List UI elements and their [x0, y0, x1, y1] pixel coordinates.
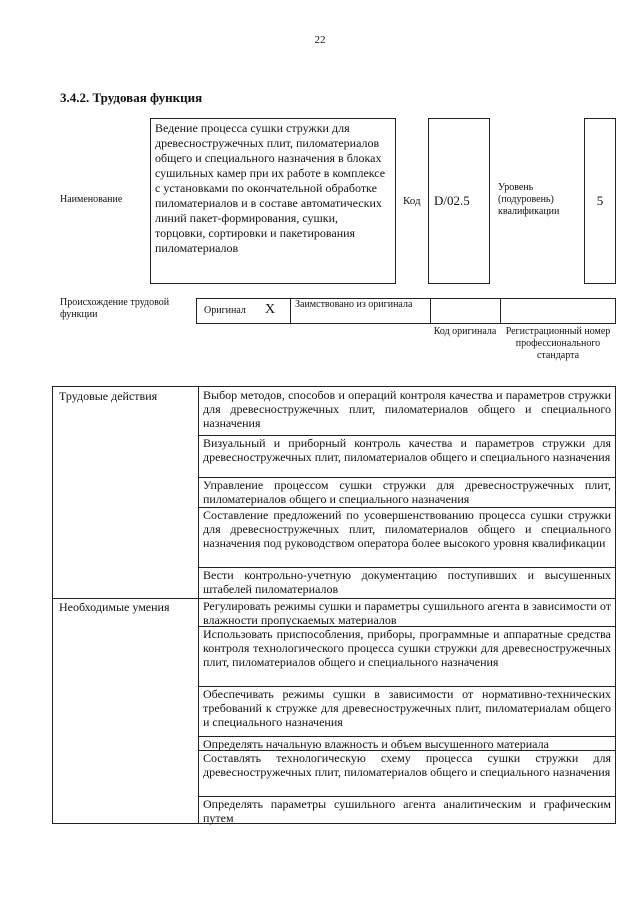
skill-item: Составлять технологическую схему процесса сушки стружки для древесностружечных плит, пиломатериалов общего и специального назначения [198, 750, 615, 796]
origin-borrowed-label: Заимствовано из оригинала [295, 299, 413, 310]
skill-item: Определять начальную влажность и объем высушенного материала [198, 736, 615, 750]
labor-action-item: Вести контрольно-учетную документацию поступивших и высушенных штабелей пиломатериалов [198, 567, 615, 603]
labor-actions-title: Трудовые действия [59, 389, 158, 403]
origin-x-mark: X [265, 302, 276, 317]
labor-action-item: Управление процессом сушки стружки для древесностружечных плит, пиломатериалов общего и специального назначения [198, 477, 615, 507]
skill-item: Определять параметры сушильного агента аналитическим и графическим путем [198, 796, 615, 824]
level-label: Уровень (подуровень) квалификации [498, 182, 560, 217]
level-box [584, 118, 616, 284]
skills-section [53, 598, 615, 824]
labor-action-item: Выбор методов, способов и операций контроля качества и параметров стружки для древесностружечных плит, пиломатериалов общего и специального назначения [198, 387, 615, 435]
code-label: Код [403, 195, 421, 207]
actions-skills-table [52, 386, 616, 824]
origin-label: Происхождение трудовой функции [60, 297, 170, 320]
skills-title: Необходимые умения [59, 600, 170, 614]
reg-number-label: Регистрационный номер профессионального стандарта [505, 326, 611, 361]
function-code: D/02.5 [434, 193, 470, 208]
page-number: 22 [314, 34, 326, 46]
origin-table [196, 298, 616, 324]
level-value: 5 [596, 193, 604, 208]
labor-action-item: Составление предложений по усовершенствованию процесса сушки стружки для древесностружечных плит, пиломатериалов общего и специального назначения под руководством оператора более высокого уровня квалификации [198, 507, 615, 567]
original-code-label: Код оригинала [433, 326, 497, 337]
origin-borrowed-cell [291, 299, 431, 323]
function-name: Ведение процесса сушки стружки для древесностружечных плит, пиломатериалов общего и специального назначения в блоках сушильных камер при их работе в комплексе с установками по окончательной обработке пиломатериалов и в составе автоматических линий пакет-формирования, сушки, торцовки, сортировки и пакетирования пиломатериалов [150, 118, 396, 284]
origin-original-cell [197, 299, 291, 323]
name-label: Наименование [60, 194, 123, 205]
section-title: 3.4.2. Трудовая функция [60, 90, 203, 105]
skill-item: Обеспечивать режимы сушки в зависимости от нормативно-технических требований к стружке для древесностружечных плит, пиломатериалам общего и специального назначения [198, 686, 615, 736]
labor-actions-section [53, 387, 615, 603]
skill-item: Регулировать режимы сушки и параметры сушильного агента в зависимости от влажности пропускаемых материалов [198, 598, 615, 626]
origin-original-label: Оригинал [204, 305, 246, 316]
original-code-cell [431, 299, 501, 323]
labor-action-item: Визуальный и приборный контроль качества и параметров стружки для древесностружечных плит, пиломатериалов общего и специального назначения [198, 435, 615, 477]
skill-item: Использовать приспособления, приборы, программные и аппаратные средства контроля технологического процесса сушки стружки для древесностружечных плит, пиломатериалов общего и специального назначения [198, 626, 615, 686]
function-code-box [428, 118, 490, 284]
